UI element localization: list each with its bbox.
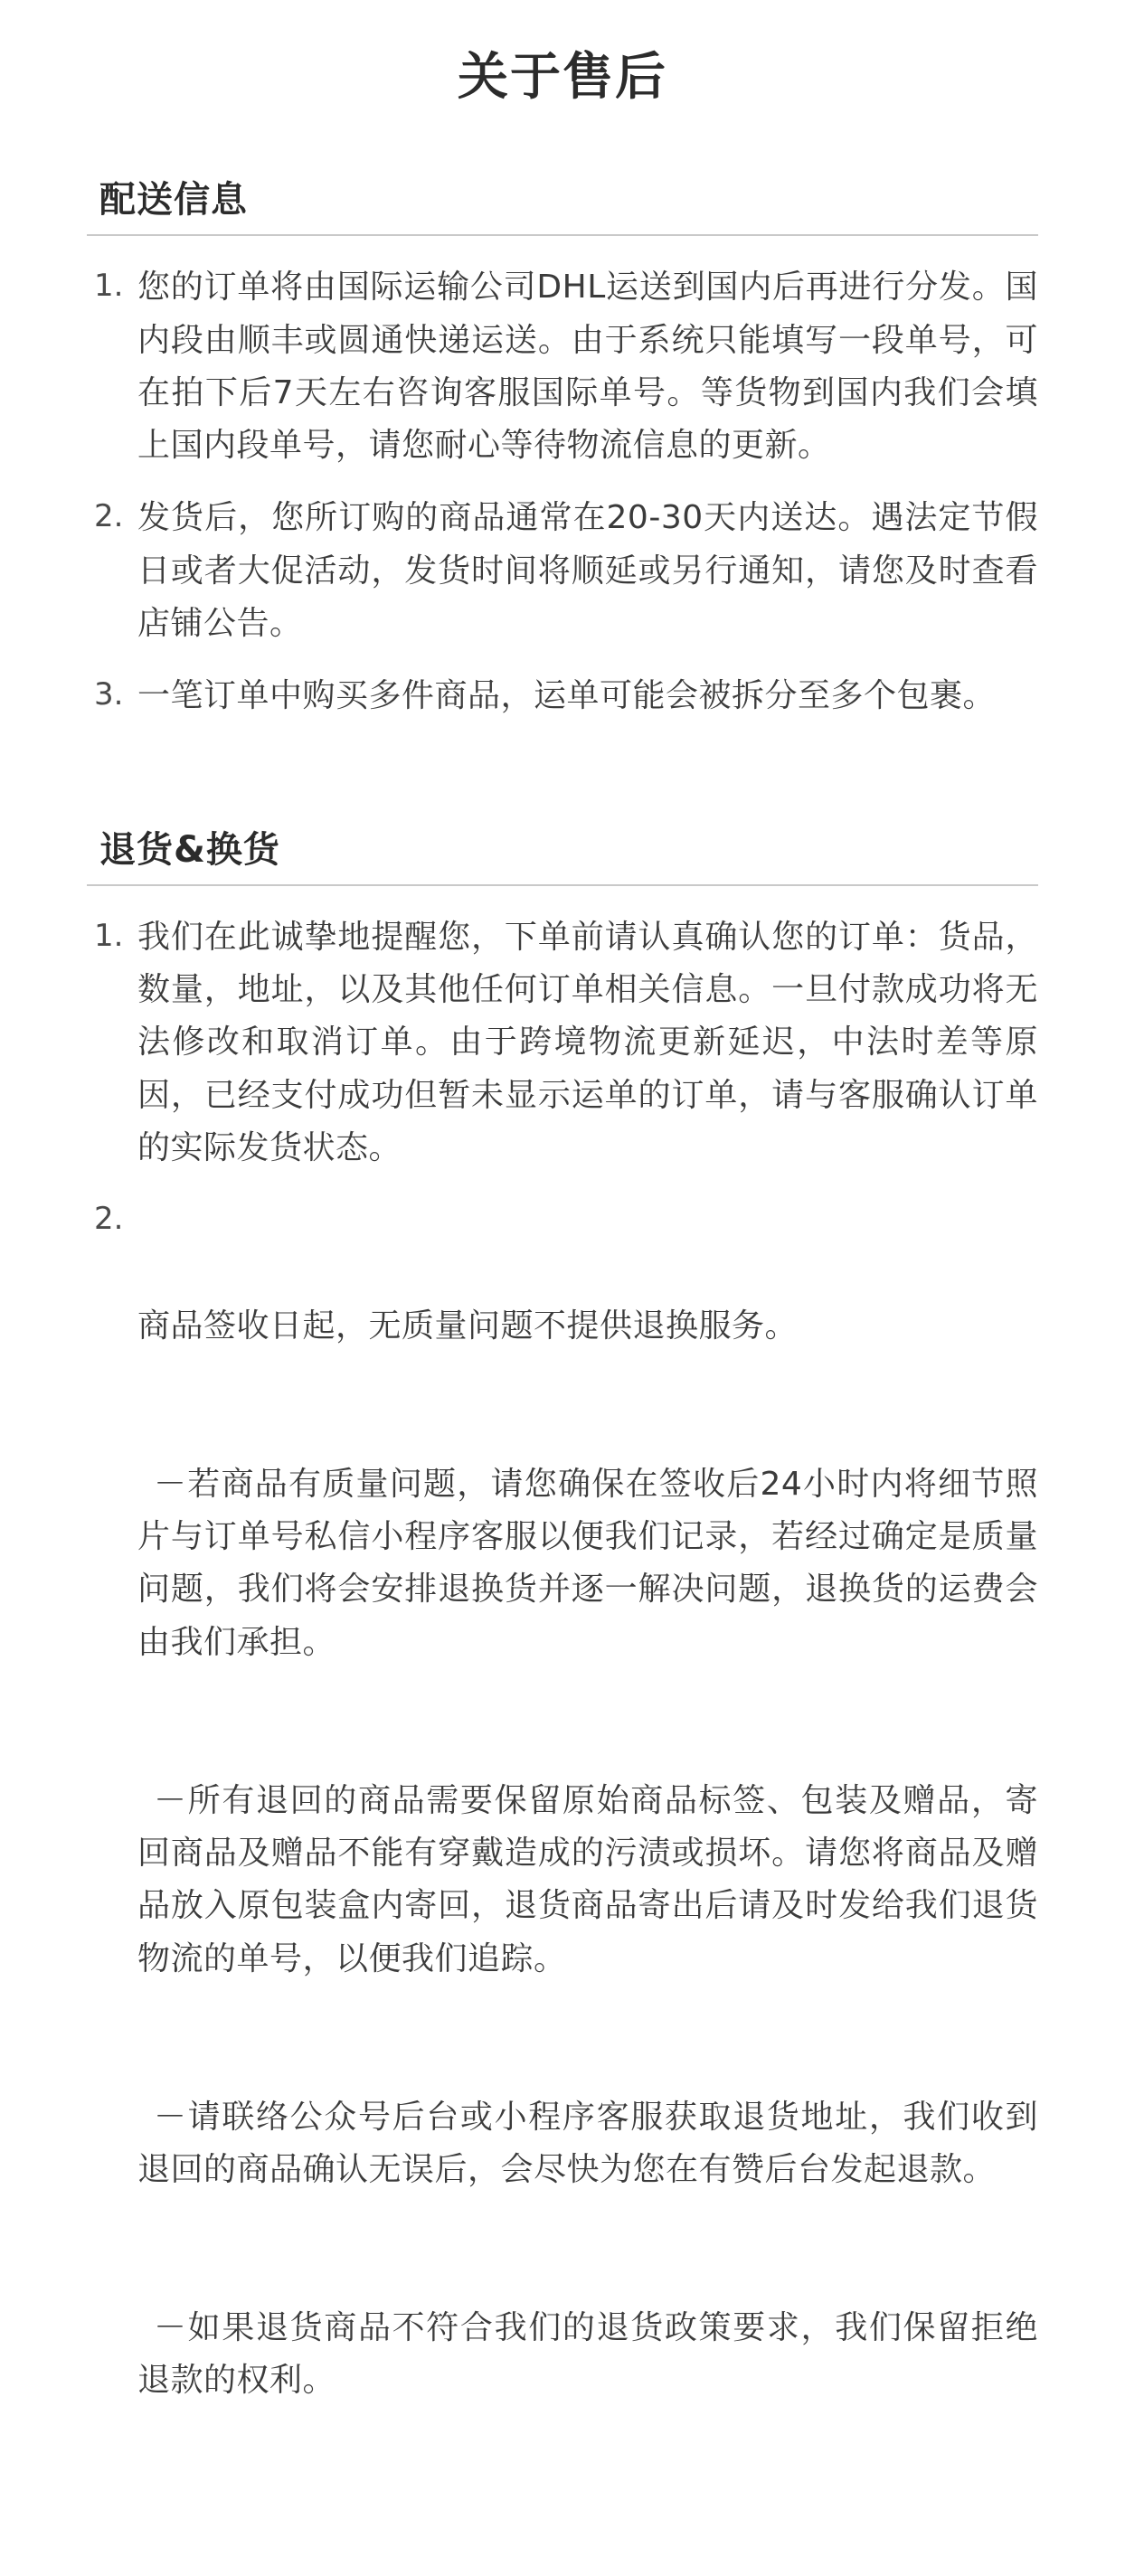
- list-item-text: 一笔订单中购买多件商品，运单可能会被拆分至多个包裹。: [137, 677, 997, 715]
- list-item-marker: 1.: [94, 917, 124, 954]
- section-shipping-info: [87, 178, 1038, 723]
- list-item-text: 商品签收日起，无质量问题不提供退换服务。: [137, 1307, 799, 1345]
- page-title: 关于售后: [458, 48, 667, 107]
- shipping-info-list: [87, 261, 1038, 723]
- sub-item-text: －如果退货商品不符合我们的退货政策要求，我们保留拒绝退款的权利。: [137, 2308, 1038, 2400]
- sub-item-text: －请联络公众号后台或小程序客服获取退货地址，我们收到退回的商品确认无误后，会尽快为您在有赞后台发起退款。: [137, 2098, 1038, 2188]
- list-item-marker: 1.: [94, 268, 124, 305]
- after-sales-document: [0, 47, 1125, 2576]
- list-item-text: 发货后，您所订购的商品通常在20-30天内送达。遇法定节假日或者大促活动，发货时间将顺延或另行通知，请您及时查看店铺公告。: [137, 499, 1038, 643]
- list-item-marker: 2.: [94, 498, 124, 535]
- section-heading: 配送信息: [87, 178, 1038, 236]
- list-item-text: 您的订单将由国际运输公司DHL运送到国内后再进行分发。国内段由顺丰或圆通快递运送。由于系统只能填写一段单号，可在拍下后7天左右咨询客服国际单号。等货物到国内我们会填上国内段单号，请您耐心等待物流信息的更新。: [137, 269, 1038, 465]
- section-heading: 退货&换货: [87, 828, 1038, 886]
- list-item: [87, 911, 1038, 1175]
- list-item: [87, 1194, 1038, 2513]
- sub-item-text: －所有退回的商品需要保留原始商品标签、包装及赠品，寄回商品及赠品不能有穿戴造成的污渍或损坏。请您将商品及赠品放入原包装盒内寄回，退货商品寄出后请及时发给我们退货物流的单号，以便我们追踪。: [137, 1781, 1038, 1977]
- section-returns-exchanges: [87, 828, 1038, 2513]
- returns-exchanges-list: [87, 911, 1038, 2513]
- sub-item-text: －若商品有质量问题，请您确保在签收后24小时内将细节照片与订单号私信小程序客服以便我们记录，若经过确定是质量问题，我们将会安排退换货并逐一解决问题，退换货的运费会由我们承担。: [137, 1465, 1038, 1661]
- list-item-marker: 3.: [94, 676, 124, 713]
- list-item: [87, 492, 1038, 650]
- list-item: [87, 670, 1038, 722]
- list-item-text-group: [137, 1194, 1038, 2513]
- bottom-spacer: [87, 2513, 1038, 2576]
- list-item: [87, 261, 1038, 472]
- list-item-text: 我们在此诚挚地提醒您，下单前请认真确认您的订单：货品，数量，地址，以及其他任何订单相关信息。一旦付款成功将无法修改和取消订单。由于跨境物流更新延迟，中法时差等原因，已经支付成功但暂未显示运单的订单，请与客服确认订单的实际发货状态。: [137, 918, 1038, 1166]
- list-item-marker: 2.: [94, 1201, 124, 1238]
